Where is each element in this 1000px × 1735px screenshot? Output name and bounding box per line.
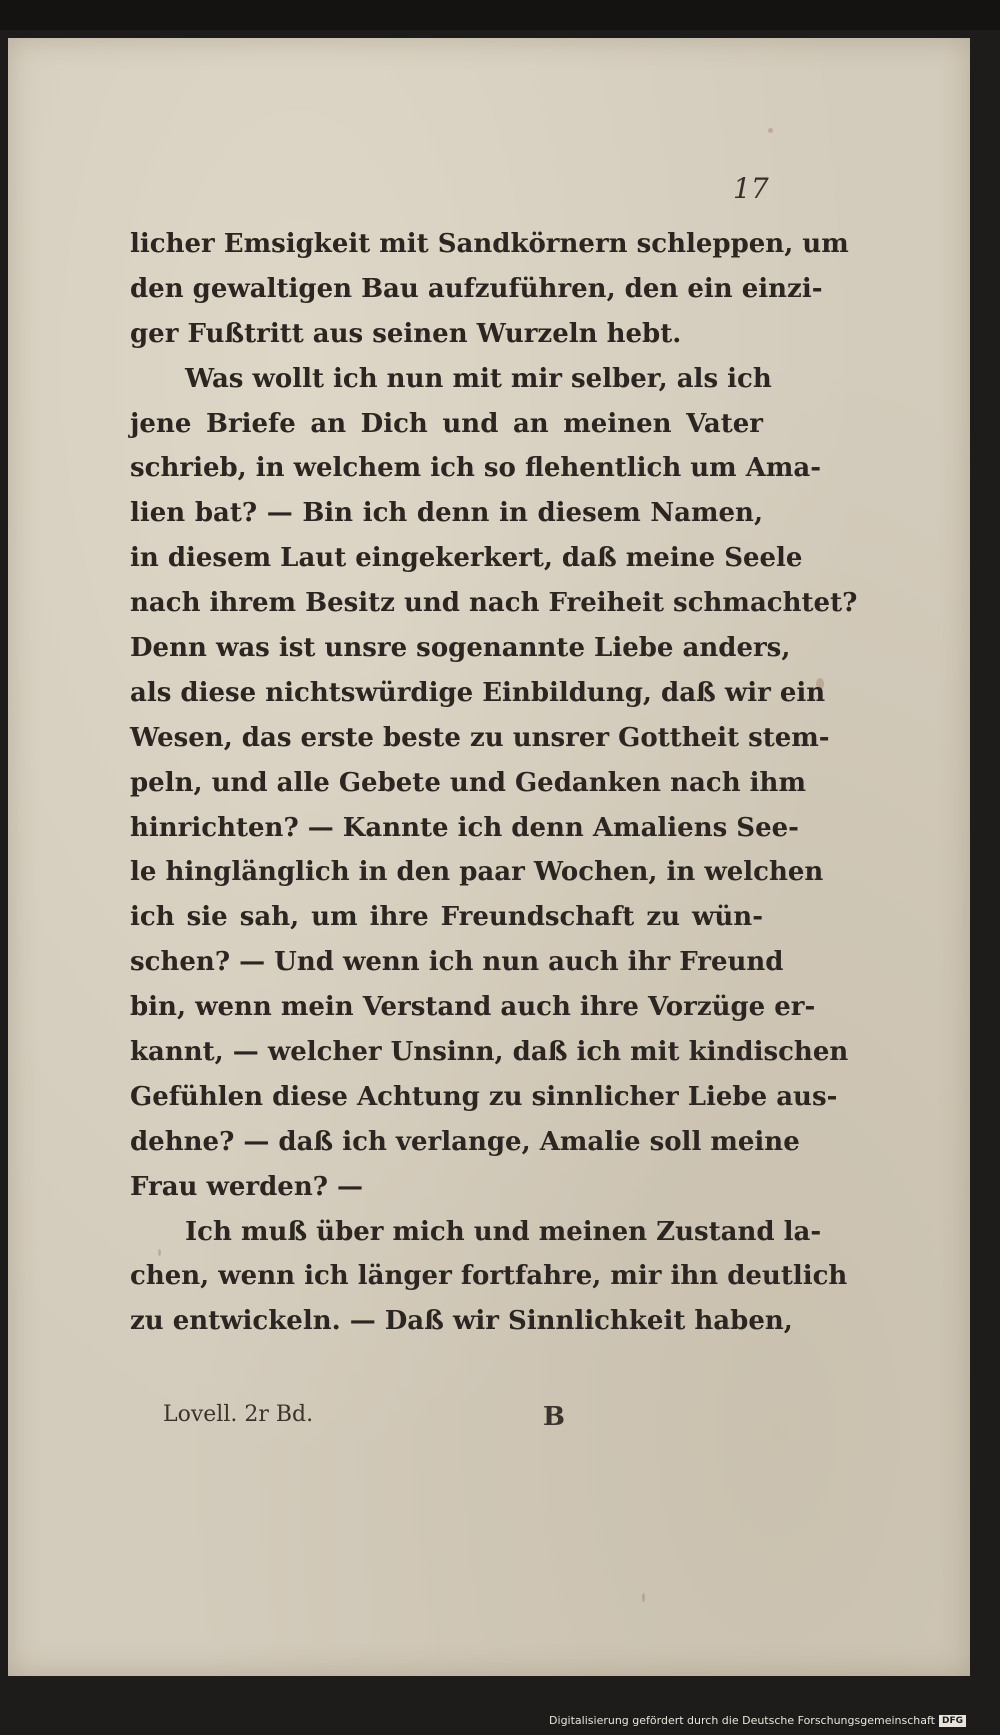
text-line: schrieb, in welchem ich so flehentlich um Ama-	[130, 453, 822, 484]
text-line: jene Briefe an Dich und an meinen Vater	[130, 408, 763, 439]
text-line: schen? — Und wenn ich nun auch ihr Freund	[130, 947, 784, 978]
text-line: Frau werden? —	[130, 1171, 364, 1202]
body-text	[130, 222, 858, 1344]
page-footer	[163, 1402, 763, 1442]
dfg-logo: DFG	[939, 1715, 966, 1727]
text-line: licher Emsigkeit mit Sandkörnern schleppen, um	[130, 229, 849, 259]
text-line: chen, wenn ich länger fortfahre, mir ihn deutlich	[130, 1261, 848, 1292]
text-line: hinrichten? — Kannte ich denn Amaliens See-	[130, 812, 799, 843]
text-line: nach ihrem Besitz und nach Freiheit schmachtet?	[130, 588, 858, 619]
scan-border-top	[0, 0, 1000, 30]
credit-text: Digitalisierung gefördert durch die Deutsche Forschungsgemeinschaft	[549, 1714, 935, 1727]
text-line: den gewaltigen Bau aufzuführen, den ein einzi-	[130, 273, 823, 304]
text-line: lien bat? — Bin ich denn in diesem Namen,	[130, 498, 763, 529]
text-line: als diese nichtswürdige Einbildung, daß wir ein	[130, 677, 826, 708]
text-line: Wesen, das erste beste zu unsrer Gottheit stem-	[130, 722, 830, 753]
page-number: 17	[733, 172, 769, 205]
paper-speck	[642, 1593, 645, 1602]
text-line: Gefühlen diese Achtung zu sinnlicher Liebe aus-	[130, 1081, 838, 1112]
digitization-credit	[549, 1714, 966, 1727]
text-line: peln, und alle Gebete und Gedanken nach ihm	[130, 767, 806, 798]
text-line: zu entwickeln. — Daß wir Sinnlichkeit haben,	[130, 1306, 793, 1337]
text-line: Was wollt ich nun mit mir selber, als ich	[185, 363, 772, 394]
text-line: Denn was ist unsre sogenannte Liebe anders,	[130, 633, 791, 664]
sheet-mark: B	[543, 1402, 565, 1432]
text-line: bin, wenn mein Verstand auch ihre Vorzüge er-	[130, 992, 816, 1023]
text-line: in diesem Laut eingekerkert, daß meine Seele	[130, 543, 803, 574]
text-line: dehne? — daß ich verlange, Amalie soll meine	[130, 1126, 800, 1157]
signature-line: Lovell. 2r Bd.	[163, 1402, 314, 1427]
text-line: ich sie sah, um ihre Freundschaft zu wün-	[130, 902, 763, 933]
paper-speck	[768, 128, 773, 133]
text-line: ger Fußtritt aus seinen Wurzeln hebt.	[130, 318, 682, 349]
text-line: Ich muß über mich und meinen Zustand la-	[185, 1216, 822, 1247]
text-line: le hinglänglich in den paar Wochen, in welchen	[130, 857, 824, 888]
text-line: kannt, — welcher Unsinn, daß ich mit kindischen	[130, 1037, 849, 1068]
